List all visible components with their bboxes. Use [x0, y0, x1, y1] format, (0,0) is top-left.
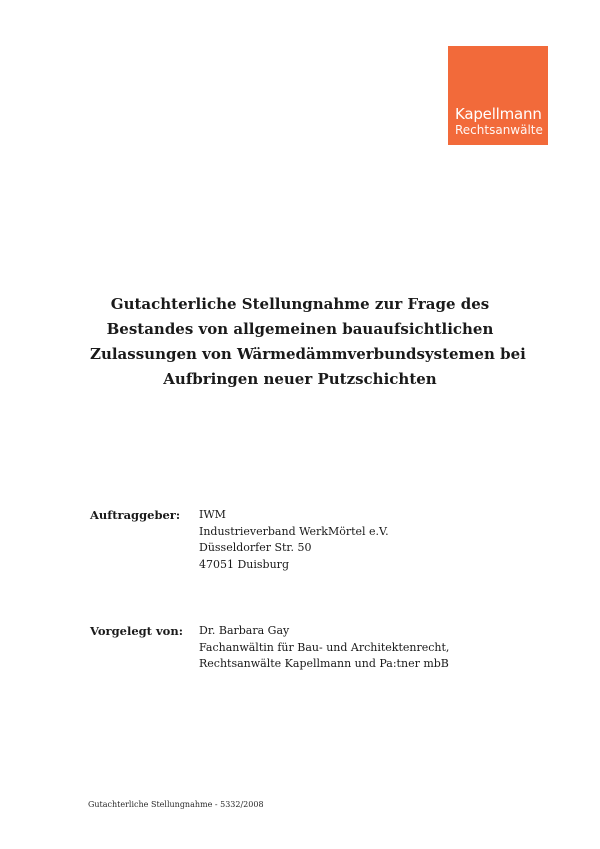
title-line: Bestandes von allgemeinen bauaufsichtlichen	[106, 320, 494, 338]
client-line: 47051 Duisburg	[199, 557, 289, 571]
client-label: Auftraggeber:	[90, 508, 181, 522]
presenter-line: Dr. Barbara Gay	[199, 624, 290, 637]
title-line: Gutachterliche Stellungnahme zur Frage des	[110, 295, 490, 313]
page-footer: Gutachterliche Stellungnahme - 5332/2008	[88, 800, 264, 809]
client-line: IWM	[199, 508, 226, 521]
presenter-line: Fachanwältin für Bau- und Architektenrecht,	[199, 640, 450, 654]
logo-subtitle: Rechtsanwälte	[455, 123, 543, 137]
title-line: Aufbringen neuer Putzschichten	[163, 370, 437, 388]
client-line: Düsseldorfer Str. 50	[199, 541, 312, 554]
logo-brand-name: Kapellmann	[455, 105, 542, 123]
client-details	[199, 507, 389, 573]
document-title	[90, 292, 526, 392]
client-line: Industrieverband WerkMörtel e.V.	[199, 524, 389, 538]
title-line: Zulassungen von Wärmedämmverbundsystemen bei	[90, 345, 526, 363]
presenter-line: Rechtsanwälte Kapellmann und Pa:tner mbB	[199, 657, 449, 670]
kapellmann-logo	[448, 46, 548, 145]
presented-by-label: Vorgelegt von:	[90, 624, 183, 638]
presented-by-details	[199, 623, 449, 673]
